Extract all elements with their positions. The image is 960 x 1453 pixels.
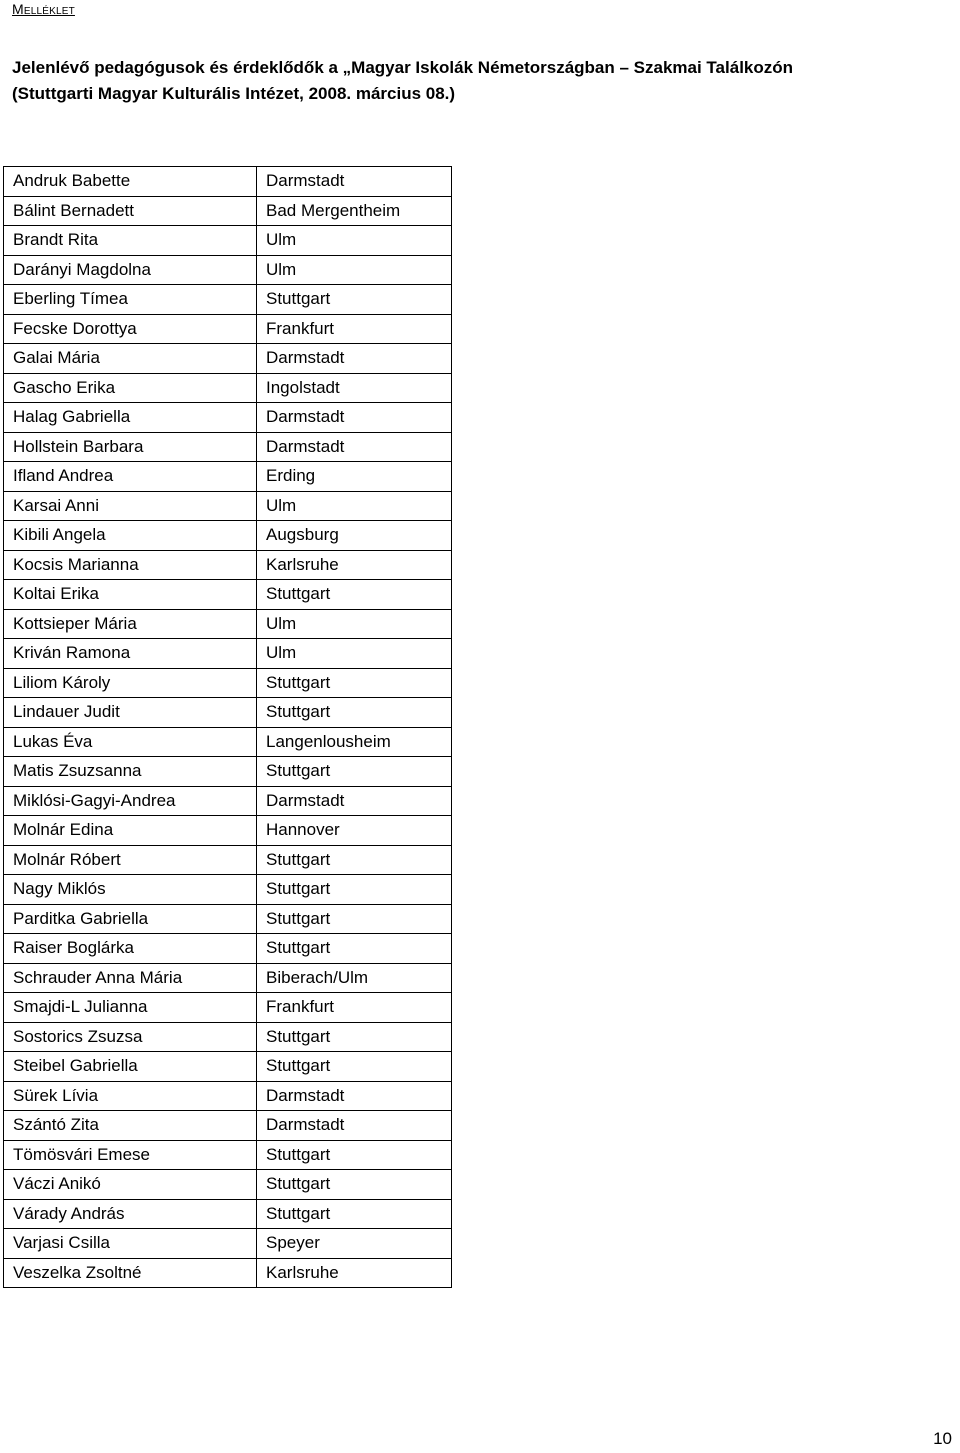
attendee-city-cell: Darmstadt [257,1111,452,1141]
attendee-name-cell: Kocsis Marianna [4,550,257,580]
attendee-name-cell: Szántó Zita [4,1111,257,1141]
attendee-name-cell: Smajdi-L Julianna [4,993,257,1023]
table-row [4,1081,452,1111]
attendee-city-cell: Ulm [257,255,452,285]
attendee-name-cell: Brandt Rita [4,226,257,256]
table-row [4,255,452,285]
attendee-city-cell: Bad Mergentheim [257,196,452,226]
table-row [4,1229,452,1259]
attendee-city-cell: Stuttgart [257,904,452,934]
table-row [4,816,452,846]
attendee-name-cell: Andruk Babette [4,167,257,197]
table-row [4,314,452,344]
attendee-name-cell: Varjasi Csilla [4,1229,257,1259]
table-row [4,226,452,256]
table-row [4,1199,452,1229]
attendee-name-cell: Steibel Gabriella [4,1052,257,1082]
attendee-name-cell: Liliom Károly [4,668,257,698]
attendee-name-cell: Tömösvári Emese [4,1140,257,1170]
table-row [4,1022,452,1052]
table-row [4,904,452,934]
table-row [4,639,452,669]
attendee-city-cell: Darmstadt [257,167,452,197]
attendee-name-cell: Miklósi-Gagyi-Andrea [4,786,257,816]
table-row [4,1052,452,1082]
attendee-city-cell: Langenlousheim [257,727,452,757]
table-row [4,875,452,905]
attendee-name-cell: Nagy Miklós [4,875,257,905]
attendee-city-cell: Ulm [257,639,452,669]
attendee-name-cell: Váczi Anikó [4,1170,257,1200]
attendee-name-cell: Kriván Ramona [4,639,257,669]
attendee-city-cell: Stuttgart [257,668,452,698]
attendee-city-cell: Ulm [257,609,452,639]
table-row [4,757,452,787]
attendee-name-cell: Veszelka Zsoltné [4,1258,257,1288]
attendee-city-cell: Karlsruhe [257,550,452,580]
attendee-city-cell: Stuttgart [257,285,452,315]
table-row [4,1170,452,1200]
attendee-city-cell: Ulm [257,226,452,256]
table-row [4,668,452,698]
attendee-name-cell: Galai Mária [4,344,257,374]
attendee-city-cell: Stuttgart [257,757,452,787]
section-label: Melléklet [12,1,75,17]
attendee-city-cell: Stuttgart [257,1022,452,1052]
attendee-table [3,166,452,1288]
attendee-city-cell: Darmstadt [257,1081,452,1111]
table-row [4,1111,452,1141]
attendee-city-cell: Frankfurt [257,314,452,344]
table-row [4,1140,452,1170]
table-row [4,609,452,639]
attendee-city-cell: Stuttgart [257,1170,452,1200]
attendee-city-cell: Ingolstadt [257,373,452,403]
table-row [4,580,452,610]
attendee-city-cell: Darmstadt [257,344,452,374]
attendee-city-cell: Darmstadt [257,786,452,816]
attendee-name-cell: Halag Gabriella [4,403,257,433]
attendee-city-cell: Stuttgart [257,875,452,905]
attendee-city-cell: Stuttgart [257,698,452,728]
attendee-name-cell: Raiser Boglárka [4,934,257,964]
table-row [4,698,452,728]
attendee-city-cell: Hannover [257,816,452,846]
table-row [4,167,452,197]
table-row [4,727,452,757]
document-title [12,55,942,107]
table-row [4,373,452,403]
table-row [4,462,452,492]
attendee-name-cell: Gascho Erika [4,373,257,403]
attendee-name-cell: Bálint Bernadett [4,196,257,226]
attendee-name-cell: Várady András [4,1199,257,1229]
table-row [4,1258,452,1288]
table-row [4,845,452,875]
attendee-name-cell: Hollstein Barbara [4,432,257,462]
attendee-city-cell: Biberach/Ulm [257,963,452,993]
document-title-line-1: Jelenlévő pedagógusok és érdeklődők a „Magyar Iskolák Németországban – Szakmai Találkozón [12,58,794,77]
attendee-city-cell: Darmstadt [257,403,452,433]
page-number: 10 [933,1429,952,1448]
attendee-name-cell: Lukas Éva [4,727,257,757]
attendee-city-cell: Frankfurt [257,993,452,1023]
attendee-name-cell: Parditka Gabriella [4,904,257,934]
attendee-name-cell: Karsai Anni [4,491,257,521]
attendee-name-cell: Fecske Dorottya [4,314,257,344]
table-row [4,550,452,580]
attendee-name-cell: Lindauer Judit [4,698,257,728]
attendee-city-cell: Augsburg [257,521,452,551]
table-row [4,403,452,433]
attendee-city-cell: Stuttgart [257,845,452,875]
attendee-name-cell: Sostorics Zsuzsa [4,1022,257,1052]
table-row [4,285,452,315]
attendee-city-cell: Stuttgart [257,580,452,610]
attendee-city-cell: Stuttgart [257,1140,452,1170]
attendee-city-cell: Stuttgart [257,1052,452,1082]
attendee-city-cell: Darmstadt [257,432,452,462]
attendee-name-cell: Matis Zsuzsanna [4,757,257,787]
table-row [4,344,452,374]
table-row [4,963,452,993]
table-row [4,432,452,462]
attendee-city-cell: Stuttgart [257,1199,452,1229]
table-row [4,993,452,1023]
table-row [4,786,452,816]
attendee-name-cell: Darányi Magdolna [4,255,257,285]
attendee-name-cell: Ifland Andrea [4,462,257,492]
attendee-name-cell: Kottsieper Mária [4,609,257,639]
attendee-name-cell: Koltai Erika [4,580,257,610]
attendee-city-cell: Speyer [257,1229,452,1259]
table-row [4,196,452,226]
table-row [4,521,452,551]
attendee-city-cell: Karlsruhe [257,1258,452,1288]
attendee-name-cell: Molnár Edina [4,816,257,846]
table-row [4,934,452,964]
table-row [4,491,452,521]
document-title-line-2: (Stuttgarti Magyar Kulturális Intézet, 2008. március 08.) [12,84,456,103]
attendee-city-cell: Erding [257,462,452,492]
attendee-name-cell: Molnár Róbert [4,845,257,875]
attendee-name-cell: Sürek Lívia [4,1081,257,1111]
attendee-city-cell: Ulm [257,491,452,521]
attendee-city-cell: Stuttgart [257,934,452,964]
attendee-name-cell: Schrauder Anna Mária [4,963,257,993]
attendee-name-cell: Eberling Tímea [4,285,257,315]
attendee-name-cell: Kibili Angela [4,521,257,551]
attendee-table-body [4,167,452,1288]
